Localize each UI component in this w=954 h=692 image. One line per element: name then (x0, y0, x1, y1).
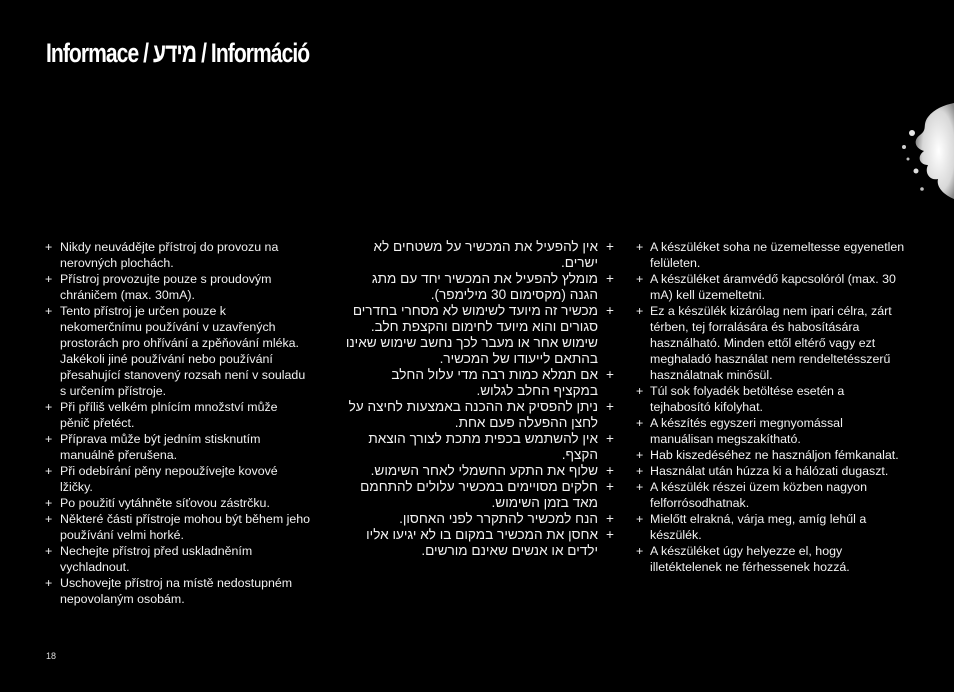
list-item: + Nikdy neuvádějte přístroj do provozu na nerovných plochách. (45, 240, 279, 270)
list-item: + חלקים מסויימים במכשיר עלולים להתחמם מאד בזמן השימוש. (360, 479, 614, 510)
list-item: + שלוף את התקע החשמלי לאחר השימוש. (370, 463, 614, 478)
plus-icon: + (606, 239, 614, 254)
plus-icon: + (606, 431, 614, 446)
page-title: Informace / מידע / Információ (46, 38, 310, 68)
list-item: + A készüléket úgy helyezze el, hogy illetéktelenek ne férhessenek hozzá. (636, 544, 850, 574)
list-item: + Příprava může být jedním stisknutím manuálně přerušena. (45, 432, 261, 462)
plus-icon: + (45, 464, 53, 478)
list-item: + Uschovejte přístroj na místě nedostupném nepovolaným osobám. (45, 576, 293, 606)
list-item: + Při příliš velkém plnícím množství může pěnič přetéct. (45, 400, 278, 430)
list-item: + Po použití vytáhněte síťovou zástrčku. (45, 496, 270, 510)
hebrew-column (344, 239, 614, 559)
plus-icon: + (636, 272, 644, 286)
list-item: + Přístroj provozujte pouze s proudovým chráničem (max. 30mA). (45, 272, 272, 302)
list-item: + A készülék részei üzem közben nagyon felforrósodhatnak. (636, 480, 867, 510)
plus-icon: + (606, 463, 614, 478)
plus-icon: + (606, 399, 614, 414)
plus-icon: + (636, 240, 644, 254)
list-item: + אם תמלא כמות רבה מדי עלול החלב במקציף החלב לגלוש. (391, 367, 614, 398)
plus-icon: + (45, 496, 53, 510)
list-item: + אין להשתמש בכפית מתכת לצורך הוצאת הקצף. (368, 431, 614, 462)
plus-icon: + (636, 512, 644, 526)
milk-splash-image (894, 95, 954, 215)
list-item: + ניתן להפסיק את ההכנה באמצעות לחיצה על לחצן ההפעלה פעם אחת. (348, 399, 614, 430)
plus-icon: + (636, 464, 644, 478)
list-item: + Hab kiszedéséhez ne használjon fémkanalat. (636, 448, 899, 462)
plus-icon: + (606, 527, 614, 542)
plus-icon: + (45, 544, 53, 558)
plus-icon: + (45, 432, 53, 446)
plus-icon: + (636, 448, 644, 462)
plus-icon: + (606, 479, 614, 494)
plus-icon: + (606, 271, 614, 286)
czech-column (45, 239, 310, 607)
plus-icon: + (636, 416, 644, 430)
list-item: + A készítés egyszeri megnyomással manuálisan megszakítható. (636, 416, 843, 446)
list-item: + A készüléket soha ne üzemeltesse egyenetlen felületen. (636, 240, 905, 270)
list-item: + Při odebírání pěny nepoužívejte kovové lžičky. (45, 464, 278, 494)
list-item: + Některé části přístroje mohou být během jeho používání velmi horké. (45, 512, 311, 542)
plus-icon: + (45, 512, 53, 526)
list-item: + Ez a készülék kizárólag nem ipari célra, zárt térben, tej forralására és habosítására használható. Minden ettől eltérő vagy ezt meghaladó használat nem rendeltetésszerű használatnak minősül. (636, 304, 892, 382)
hebrew-bullet-list (344, 239, 614, 559)
list-item: + Nechejte přístroj před uskladněním vychladnout. (45, 544, 253, 574)
czech-bullet-list (45, 239, 310, 607)
plus-icon: + (636, 384, 644, 398)
list-item: + אחסן את המכשיר במקום בו לא יגיעו אליו ילדים או אנשים שאינם מורשים. (366, 527, 614, 558)
hungarian-bullet-list (636, 239, 906, 575)
plus-icon: + (636, 304, 644, 318)
list-item: + Mielőtt elrakná, várja meg, amíg lehűl a készülék. (636, 512, 867, 542)
plus-icon: + (606, 303, 614, 318)
plus-icon: + (636, 544, 644, 558)
page-number: 18 (46, 651, 57, 661)
plus-icon: + (45, 272, 53, 286)
list-item: + מומלץ להפעיל את המכשיר יחד עם מתג הגנה (מקסימום 30 מילימפר). (371, 271, 614, 302)
plus-icon: + (45, 400, 53, 414)
list-item: + A készüléket áramvédő kapcsolóról (max. 30 mA) kell üzemeltetni. (636, 272, 896, 302)
hungarian-column (636, 239, 906, 575)
plus-icon: + (606, 367, 614, 382)
list-item: + מכשיר זה מיועד לשימוש לא מסחרי בחדרים סגורים והוא מיועד לחימום והקצפת חלב. שימוש אחר או מעבר לכך נחשב שימוש שאינו בהתאם לייעודו של המכשיר. (345, 303, 614, 366)
list-item: + Használat után húzza ki a hálózati dugaszt. (636, 464, 889, 478)
list-item: + אין להפעיל את המכשיר על משטחים לא ישרים. (373, 239, 614, 270)
list-item: + Tento přístroj je určen pouze k nekomerčnímu používání v uzavřených prostorách pro ohřívání a zpěňování mléka. Jakékoli jiné používání nebo používání přesahující stanovený rozsah není v souladu s určením přístroje. (45, 304, 306, 398)
list-item: + Túl sok folyadék betöltése esetén a tejhabosító kifolyhat. (636, 384, 845, 414)
plus-icon: + (45, 576, 53, 590)
plus-icon: + (45, 304, 53, 318)
plus-icon: + (45, 240, 53, 254)
plus-icon: + (636, 480, 644, 494)
plus-icon: + (606, 511, 614, 526)
list-item: + הנח למכשיר להתקרר לפני האחסון. (399, 511, 614, 526)
